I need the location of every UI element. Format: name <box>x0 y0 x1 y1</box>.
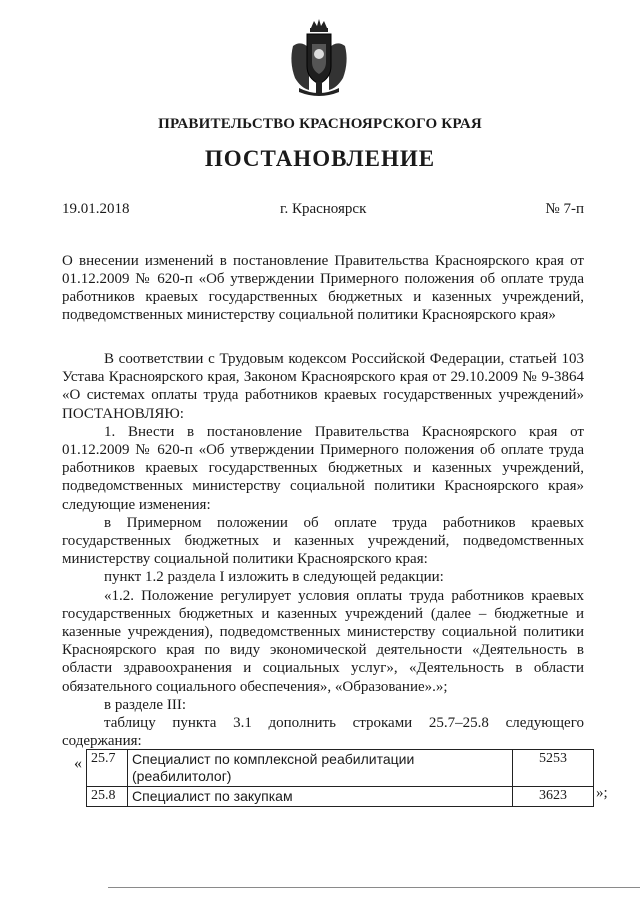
paragraph-item-1: 1. Внести в постановление Правительства Красноярского края от 01.12.2009 № 620-п «Об утверждении Примерного положения об оплате труда работников краевых государственных бюджетных и казенных учреждений, подведомственных министерству социальной политики Красноярского края» следующие изменения: <box>62 423 584 513</box>
row-number: 25.7 <box>87 750 128 787</box>
document-date: 19.01.2018 <box>62 201 130 217</box>
document-city: г. Красноярск <box>280 201 367 217</box>
row-position: Специалист по закупкам <box>128 787 513 807</box>
open-quote: « <box>74 755 82 772</box>
row-value: 5253 <box>513 750 594 787</box>
table-row <box>87 750 594 787</box>
row-value: 3623 <box>513 787 594 807</box>
document-body <box>62 350 584 750</box>
document-type: ПОСТАНОВЛЕНИЕ <box>204 146 436 171</box>
paragraph-table-intro: таблицу пункта 3.1 дополнить строками 25.7–25.8 следующего содержания: <box>62 715 584 750</box>
table-row <box>87 787 594 807</box>
paragraph-quote-1-2: «1.2. Положение регулирует условия оплаты труда работников краевых государственных бюджетных и казенных учреждений (далее – бюджетные и казенные учреждения), подведомственных министерству социальной политики Красноярского края по виду экономической деятельности «Деятельность в области здравоохранения и социальных услуг», «Деятельность в области обязательного социального обеспечения», «Образование».»; <box>62 587 584 695</box>
paragraph-section-3: в разделе III: <box>104 696 186 713</box>
document-title: О внесении изменений в постановление Правительства Красноярского края от 01.12.2009 № 620-п «Об утверждении Примерного положения об оплате труда работников краевых государственных бюджетных и казенных учреждений, подведомственных министерству социальной политики Красноярского края» <box>62 253 584 323</box>
row-number: 25.8 <box>87 787 128 807</box>
addition-table-block <box>62 749 608 809</box>
row-position: Специалист по комплексной реабилитации (реабилитолог) <box>128 750 513 787</box>
scan-edge-line <box>108 887 640 888</box>
paragraph-preamble: В соответствии с Трудовым кодексом Российской Федерации, статьей 103 Устава Красноярского края, Законом Красноярского края от 29.10.2009 № 9-3864 «О системах оплаты труда работников краевых государственных учреждений» ПОСТАНОВЛЯЮ: <box>62 351 584 422</box>
paragraph-section-1: пункт 1.2 раздела I изложить в следующей редакции: <box>104 569 444 586</box>
document-number: № 7-п <box>545 201 584 217</box>
organization-name: ПРАВИТЕЛЬСТВО КРАСНОЯРСКОГО КРАЯ <box>158 116 482 132</box>
addition-table <box>86 749 594 807</box>
coat-of-arms-icon <box>287 18 351 100</box>
paragraph-amendment-intro: в Примерном положении об оплате труда работников краевых государственных бюджетных и казенных учреждений, подведомственных министерству социальной политики Красноярского края: <box>62 514 584 568</box>
close-quote: »; <box>596 785 608 801</box>
